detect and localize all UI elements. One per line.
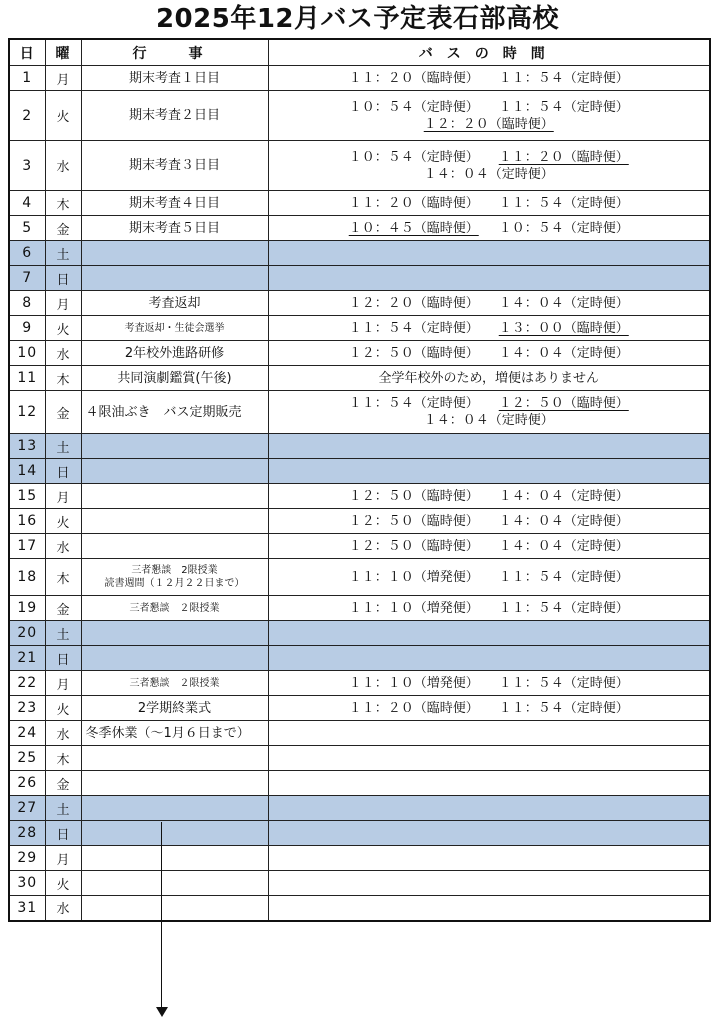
header-bus-times: バスの時間	[268, 39, 710, 66]
event-cell	[81, 216, 268, 241]
bus-time: １０：５４（定時便）	[348, 99, 479, 115]
event-text: 考査返却	[148, 295, 201, 311]
bus-time: １０：５４（定時便）	[348, 149, 479, 165]
bus-line	[269, 295, 710, 312]
day-cell: 28	[9, 821, 45, 846]
event-text: 三者懇談 ２限授業	[129, 677, 220, 689]
bus-times-cell	[268, 66, 710, 91]
day-cell: 12	[9, 391, 45, 434]
table-row	[9, 896, 710, 921]
event-cell	[81, 771, 268, 796]
weekday-cell: 日	[45, 459, 81, 484]
table-row	[9, 559, 710, 596]
day-cell: 29	[9, 846, 45, 871]
table-row	[9, 291, 710, 316]
event-cell	[81, 796, 268, 821]
day-cell: 30	[9, 871, 45, 896]
event-cell	[81, 821, 268, 846]
bus-time: １４：０４（定時便）	[498, 513, 629, 529]
bus-line	[269, 488, 710, 505]
day-cell: 10	[9, 341, 45, 366]
day-cell: 1	[9, 66, 45, 91]
weekday-cell: 火	[45, 696, 81, 721]
event-cell	[81, 621, 268, 646]
weekday-cell: 水	[45, 721, 81, 746]
bus-times-cell	[268, 266, 710, 291]
bus-line	[269, 600, 710, 617]
day-cell: 8	[9, 291, 45, 316]
event-text: 2年校外進路研修	[124, 345, 225, 361]
bus-time: １４：０４（定時便）	[498, 345, 629, 361]
weekday-cell: 月	[45, 671, 81, 696]
day-cell: 6	[9, 241, 45, 266]
bus-times-cell	[268, 366, 710, 391]
bus-times-cell	[268, 796, 710, 821]
day-cell: 20	[9, 621, 45, 646]
bus-time: １２：５０（臨時便）	[348, 345, 479, 361]
weekday-cell: 木	[45, 746, 81, 771]
bus-time: １４：０４（定時便）	[423, 413, 554, 428]
table-row	[9, 846, 710, 871]
table-row	[9, 191, 710, 216]
day-cell: 2	[9, 91, 45, 141]
weekday-cell: 水	[45, 341, 81, 366]
bus-line	[269, 195, 710, 212]
bus-time: １１：２０（臨時便）	[348, 70, 479, 86]
weekday-cell: 水	[45, 141, 81, 191]
event-text: 期末考査１日目	[128, 70, 220, 86]
day-cell: 22	[9, 671, 45, 696]
bus-line	[269, 149, 710, 166]
bus-line	[269, 395, 710, 412]
day-cell: 7	[9, 266, 45, 291]
day-cell: 26	[9, 771, 45, 796]
table-row	[9, 696, 710, 721]
day-cell: 31	[9, 896, 45, 921]
event-cell	[81, 696, 268, 721]
table-row	[9, 341, 710, 366]
bus-times-cell	[268, 141, 710, 191]
bus-times-cell	[268, 459, 710, 484]
table-row	[9, 91, 710, 141]
bus-line	[269, 345, 710, 362]
event-cell	[81, 746, 268, 771]
event-cell	[81, 871, 268, 896]
table-row	[9, 241, 710, 266]
table-row	[9, 534, 710, 559]
vacation-arrow-line	[161, 822, 162, 1010]
event-cell	[81, 896, 268, 921]
bus-times-cell	[268, 434, 710, 459]
bus-times-cell	[268, 291, 710, 316]
table-row	[9, 366, 710, 391]
table-row	[9, 796, 710, 821]
bus-time: １４：０４（定時便）	[498, 488, 629, 504]
event-text: 期末考査４日目	[128, 195, 220, 211]
weekday-cell: 金	[45, 771, 81, 796]
bus-line	[269, 700, 710, 717]
bus-times-cell	[268, 484, 710, 509]
table-row	[9, 434, 710, 459]
weekday-cell: 日	[45, 821, 81, 846]
bus-time: １１：５４（定時便）	[498, 700, 629, 716]
table-row	[9, 266, 710, 291]
weekday-cell: 火	[45, 871, 81, 896]
event-cell	[81, 366, 268, 391]
weekday-cell: 木	[45, 366, 81, 391]
bus-line	[269, 412, 710, 429]
weekday-cell: 火	[45, 509, 81, 534]
weekday-cell: 水	[45, 896, 81, 921]
event-cell	[81, 91, 268, 141]
weekday-cell: 土	[45, 241, 81, 266]
event-text: 期末考査２日目	[128, 108, 220, 123]
day-cell: 27	[9, 796, 45, 821]
event-cell	[81, 241, 268, 266]
table-row	[9, 621, 710, 646]
bus-times-cell	[268, 621, 710, 646]
bus-times-cell	[268, 671, 710, 696]
day-cell: 18	[9, 559, 45, 596]
bus-times-cell	[268, 696, 710, 721]
bus-time-underlined: １２：５０（臨時便）	[498, 396, 629, 411]
bus-time: １１：２０（臨時便）	[348, 700, 479, 716]
event-cell	[81, 291, 268, 316]
header-weekday: 曜	[45, 39, 81, 66]
table-row	[9, 596, 710, 621]
bus-times-cell	[268, 341, 710, 366]
day-cell: 17	[9, 534, 45, 559]
event-text: 期末考査３日目	[128, 158, 220, 173]
bus-time: 全学年校外のため，増便はありません	[378, 370, 599, 386]
bus-time: １１：１０（増発便）	[348, 675, 479, 691]
day-cell: 24	[9, 721, 45, 746]
bus-time-underlined: １０：４５（臨時便）	[348, 220, 479, 236]
event-cell	[81, 671, 268, 696]
header-day: 日	[9, 39, 45, 66]
event-text: 2学期終業式	[137, 700, 212, 716]
event-cell	[81, 459, 268, 484]
bus-time: １２：５０（臨時便）	[348, 513, 479, 529]
bus-times-cell	[268, 721, 710, 746]
bus-time: １１：２０（臨時便）	[348, 195, 479, 211]
day-cell: 5	[9, 216, 45, 241]
event-cell	[81, 534, 268, 559]
bus-schedule-table	[8, 38, 711, 922]
event-cell	[81, 316, 268, 341]
day-cell: 14	[9, 459, 45, 484]
table-row	[9, 459, 710, 484]
weekday-cell: 木	[45, 191, 81, 216]
event-cell	[81, 646, 268, 671]
day-cell: 9	[9, 316, 45, 341]
bus-time: １１：５４（定時便）	[348, 320, 479, 336]
table-row	[9, 746, 710, 771]
weekday-cell: 金	[45, 216, 81, 241]
bus-times-cell	[268, 896, 710, 921]
weekday-cell: 金	[45, 391, 81, 434]
event-cell	[81, 484, 268, 509]
table-row	[9, 484, 710, 509]
day-cell: 15	[9, 484, 45, 509]
event-cell	[81, 559, 268, 596]
table-row	[9, 141, 710, 191]
bus-time-underlined: １１：２０（臨時便）	[498, 149, 629, 165]
bus-times-cell	[268, 241, 710, 266]
bus-time-underlined: １３：００（臨時便）	[498, 320, 629, 336]
bus-line	[269, 99, 710, 116]
weekday-cell: 金	[45, 596, 81, 621]
event-text: ４限油ぶき バス定期販売	[85, 404, 242, 420]
event-text: 三者懇談 ２限授業	[129, 602, 220, 614]
event-cell	[81, 66, 268, 91]
weekday-cell: 月	[45, 846, 81, 871]
schedule-body	[9, 66, 710, 921]
bus-time: １２：５０（臨時便）	[348, 538, 479, 554]
bus-times-cell	[268, 846, 710, 871]
weekday-cell: 日	[45, 646, 81, 671]
bus-time: １１：５４（定時便）	[498, 569, 629, 585]
bus-time: １４：０４（定時便）	[423, 166, 554, 182]
event-cell	[81, 191, 268, 216]
weekday-cell: 土	[45, 796, 81, 821]
bus-line	[269, 220, 710, 237]
bus-line	[269, 569, 710, 586]
table-row	[9, 821, 710, 846]
weekday-cell: 水	[45, 534, 81, 559]
event-cell	[81, 721, 268, 746]
event-cell	[81, 266, 268, 291]
bus-line	[269, 116, 710, 133]
bus-line	[269, 513, 710, 530]
table-row	[9, 216, 710, 241]
weekday-cell: 土	[45, 434, 81, 459]
table-row	[9, 509, 710, 534]
page-title: 2025年12月バス予定表石部高校	[155, 4, 560, 34]
weekday-cell: 日	[45, 266, 81, 291]
bus-line	[269, 70, 710, 87]
bus-line	[269, 370, 710, 387]
bus-times-cell	[268, 216, 710, 241]
day-cell: 25	[9, 746, 45, 771]
table-row	[9, 66, 710, 91]
event-cell	[81, 509, 268, 534]
bus-time: １１：５４（定時便）	[498, 675, 629, 691]
weekday-cell: 火	[45, 316, 81, 341]
table-row	[9, 771, 710, 796]
event-cell	[81, 391, 268, 434]
bus-times-cell	[268, 596, 710, 621]
event-line: 三者懇談 2限授業	[131, 565, 218, 576]
bus-line	[269, 320, 710, 337]
header-event: 行 事	[81, 39, 268, 66]
bus-times-cell	[268, 771, 710, 796]
event-text: 冬季休業（～1月６日まで）	[85, 725, 250, 741]
bus-time: １１：５４（定時便）	[498, 600, 629, 616]
table-row	[9, 871, 710, 896]
day-cell: 21	[9, 646, 45, 671]
weekday-cell: 土	[45, 621, 81, 646]
bus-times-cell	[268, 191, 710, 216]
table-row	[9, 391, 710, 434]
event-line: 読書週間（１２月２２日まで）	[104, 578, 245, 589]
day-cell: 13	[9, 434, 45, 459]
bus-time: １４：０４（定時便）	[498, 538, 629, 554]
bus-times-cell	[268, 391, 710, 434]
table-row	[9, 721, 710, 746]
event-cell	[81, 846, 268, 871]
bus-times-cell	[268, 316, 710, 341]
event-cell	[81, 434, 268, 459]
bus-time: １２：２０（臨時便）	[348, 295, 479, 311]
bus-line	[269, 166, 710, 183]
event-text: 期末考査５日目	[128, 220, 220, 236]
day-cell: 4	[9, 191, 45, 216]
event-text: 共同演劇鑑賞(午後)	[117, 370, 232, 386]
bus-line	[269, 675, 710, 692]
bus-line	[269, 538, 710, 555]
bus-time: １０：５４（定時便）	[498, 220, 629, 236]
bus-times-cell	[268, 534, 710, 559]
weekday-cell: 月	[45, 66, 81, 91]
day-cell: 3	[9, 141, 45, 191]
bus-time: １１：１０（増発便）	[348, 600, 479, 616]
weekday-cell: 木	[45, 559, 81, 596]
bus-times-cell	[268, 559, 710, 596]
table-row	[9, 671, 710, 696]
header-row	[9, 39, 710, 66]
day-cell: 19	[9, 596, 45, 621]
event-cell	[81, 596, 268, 621]
bus-time: １１：５４（定時便）	[348, 396, 479, 411]
bus-times-cell	[268, 746, 710, 771]
day-cell: 23	[9, 696, 45, 721]
weekday-cell: 月	[45, 291, 81, 316]
day-cell: 16	[9, 509, 45, 534]
day-cell: 11	[9, 366, 45, 391]
event-cell	[81, 341, 268, 366]
table-row	[9, 316, 710, 341]
bus-time: １１：５４（定時便）	[498, 70, 629, 86]
arrow-down-icon	[156, 1007, 168, 1017]
event-cell	[81, 141, 268, 191]
bus-time: １２：５０（臨時便）	[348, 488, 479, 504]
bus-time-underlined: １２：２０（臨時便）	[423, 116, 554, 132]
weekday-cell: 火	[45, 91, 81, 141]
bus-times-cell	[268, 871, 710, 896]
table-row	[9, 646, 710, 671]
bus-time: １１：５４（定時便）	[498, 195, 629, 211]
weekday-cell: 月	[45, 484, 81, 509]
bus-time: １１：５４（定時便）	[498, 99, 629, 115]
bus-time: １４：０４（定時便）	[498, 295, 629, 311]
bus-times-cell	[268, 821, 710, 846]
bus-time: １１：１０（増発便）	[348, 569, 479, 585]
bus-times-cell	[268, 91, 710, 141]
bus-times-cell	[268, 509, 710, 534]
event-text: 考査返却・生徒会選挙	[124, 322, 225, 334]
bus-times-cell	[268, 646, 710, 671]
